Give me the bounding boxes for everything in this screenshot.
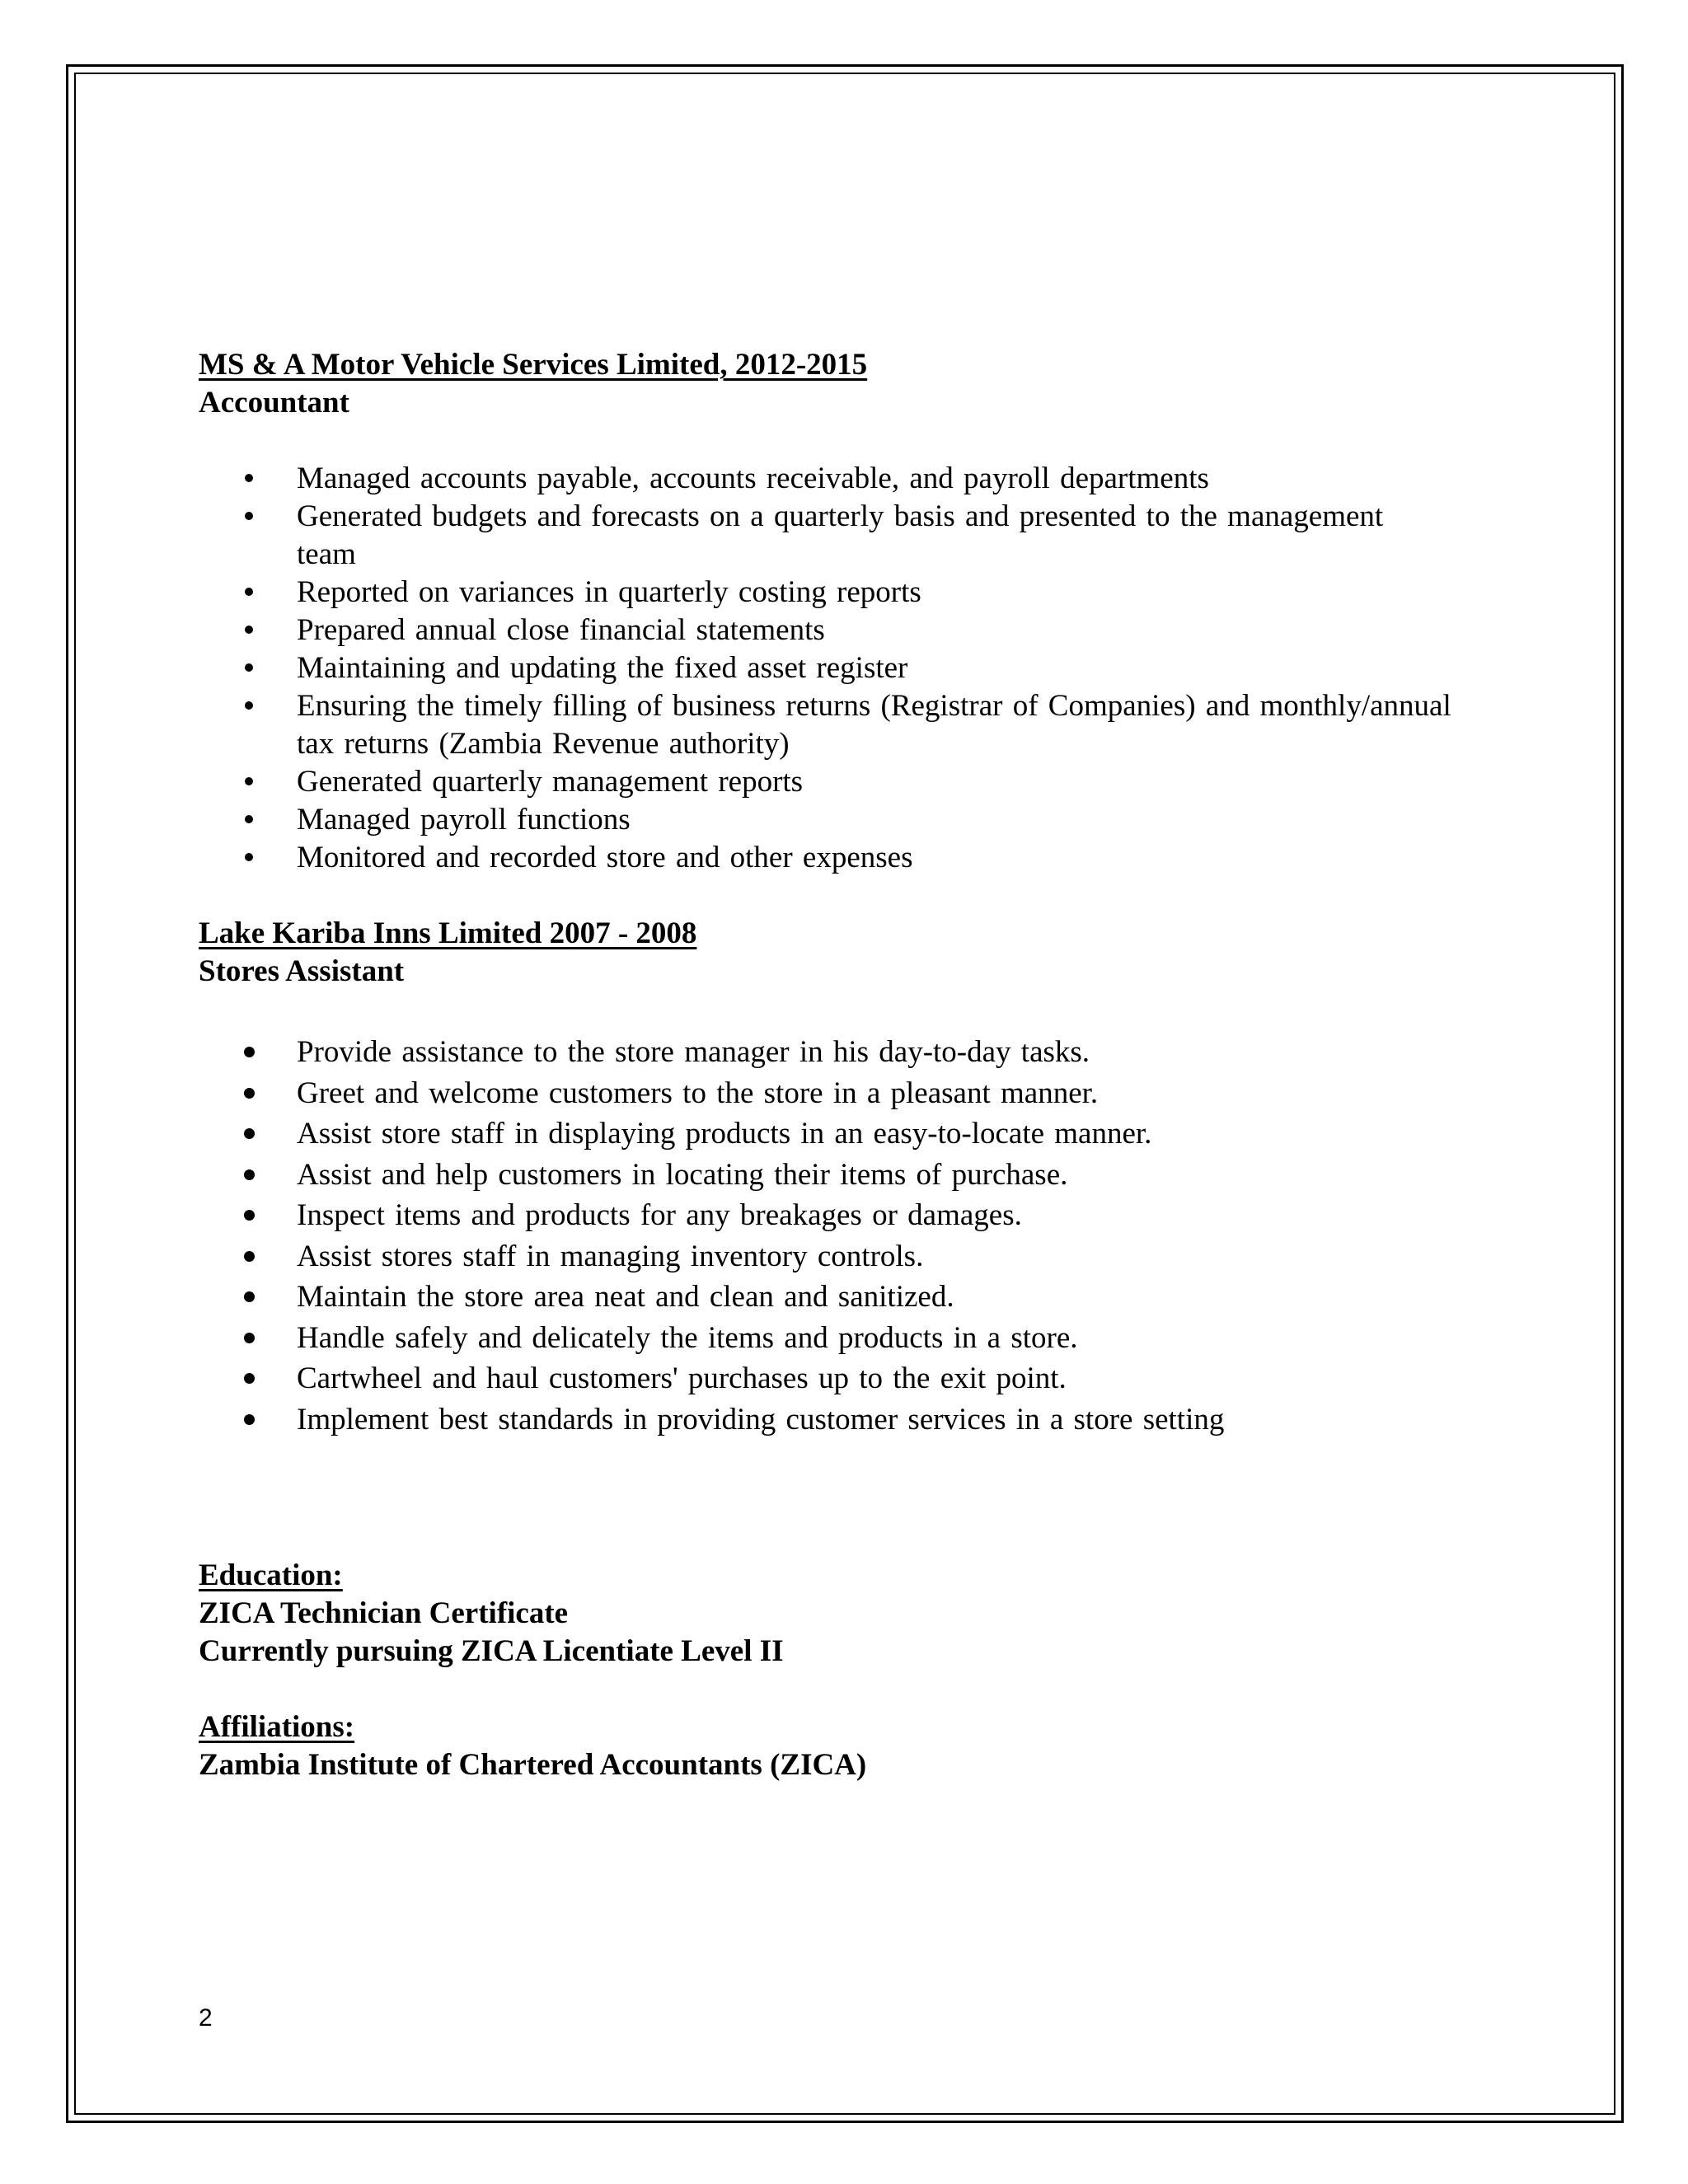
- duty-text: Maintain the store area neat and clean and sanitized.: [297, 1280, 954, 1314]
- bullet-icon: [244, 1373, 255, 1384]
- list-item: [199, 1358, 1451, 1399]
- duty-text: Handle safely and delicately the items and products in a store.: [297, 1320, 1078, 1355]
- duty-text: Cartwheel and haul customers' purchases up to the exit point.: [297, 1361, 1067, 1395]
- affiliations-heading: [199, 1708, 1451, 1746]
- list-item: [199, 801, 1451, 839]
- list-item: [199, 1277, 1451, 1318]
- affiliations-section: [199, 1708, 1451, 1784]
- duty-text: Assist and help customers in locating their items of purchase.: [297, 1157, 1068, 1192]
- bullet-icon: [244, 1210, 255, 1221]
- list-item: [199, 498, 1451, 574]
- duty-text: Assist stores staff in managing inventory controls.: [297, 1239, 924, 1273]
- affiliation-item: Zambia Institute of Chartered Accountants (ZICA): [199, 1748, 867, 1782]
- job1-heading: [199, 346, 1451, 384]
- duty-text: Maintaining and updating the fixed asset register: [297, 651, 908, 685]
- bullet-icon: [245, 701, 253, 710]
- bullet-icon: [244, 1169, 255, 1180]
- job2-heading-text: Lake Kariba Inns Limited 2007 - 2008: [199, 916, 697, 950]
- list-item: [199, 574, 1451, 612]
- duty-text: Managed accounts payable, accounts receivable, and payroll departments: [297, 462, 1209, 495]
- bullet-icon: [245, 588, 253, 596]
- bullet-icon: [245, 663, 253, 672]
- list-item: [199, 649, 1451, 687]
- education-heading: [199, 1557, 1451, 1595]
- job1-role: Accountant: [199, 386, 349, 419]
- bullet-icon: [244, 1047, 255, 1057]
- education-section: [199, 1557, 1451, 1671]
- page-number: 2: [199, 2004, 213, 2032]
- bullet-icon: [245, 853, 253, 861]
- list-item: [199, 460, 1451, 498]
- bullet-icon: [245, 626, 253, 634]
- duty-text: Monitored and recorded store and other expenses: [297, 841, 913, 874]
- resume-content: [199, 346, 1451, 1784]
- duty-text: Provide assistance to the store manager in his day-to-day tasks.: [297, 1035, 1090, 1069]
- list-item: [199, 1113, 1451, 1155]
- duty-text: Generated budgets and forecasts on a quarterly basis and presented to the management team: [297, 499, 1384, 571]
- list-item: [199, 1318, 1451, 1359]
- bullet-icon: [244, 1128, 255, 1139]
- list-item: [199, 763, 1451, 801]
- list-item: [199, 1032, 1451, 1073]
- bullet-icon: [245, 815, 253, 823]
- duty-text: Inspect items and products for any breakages or damages.: [297, 1198, 1022, 1232]
- bullet-icon: [245, 474, 253, 482]
- bullet-icon: [244, 1414, 255, 1425]
- list-item: [199, 1236, 1451, 1277]
- duty-text: Ensuring the timely filling of business returns (Registrar of Companies) and monthly/annual tax returns (Zambia Revenue authority): [297, 689, 1451, 761]
- duty-text: Prepared annual close financial statements: [297, 613, 825, 647]
- list-item: [199, 839, 1451, 877]
- duty-text: Implement best standards in providing customer services in a store setting: [297, 1402, 1225, 1436]
- job2-duties-list: [199, 1032, 1451, 1440]
- affiliations-heading-text: Affiliations:: [199, 1710, 355, 1744]
- duty-text: Assist store staff in displaying products in an easy-to-locate manner.: [297, 1117, 1152, 1151]
- education-item: ZICA Technician Certificate: [199, 1596, 569, 1630]
- job2-role: Stores Assistant: [199, 954, 405, 988]
- list-item: [199, 687, 1451, 763]
- bullet-icon: [244, 1333, 255, 1343]
- bullet-icon: [245, 512, 253, 520]
- duty-text: Generated quarterly management reports: [297, 765, 804, 799]
- duty-text: Greet and welcome customers to the store in a pleasant manner.: [297, 1076, 1099, 1110]
- list-item: [199, 1155, 1451, 1196]
- list-item: [199, 1073, 1451, 1114]
- list-item: [199, 1195, 1451, 1236]
- bullet-icon: [244, 1251, 255, 1262]
- list-item: [199, 612, 1451, 649]
- education-item: Currently pursuing ZICA Licentiate Level II: [199, 1634, 784, 1668]
- bullet-icon: [244, 1291, 255, 1302]
- duty-text: Managed payroll functions: [297, 803, 631, 837]
- bullet-icon: [245, 777, 253, 785]
- job-section-lake-kariba: [199, 915, 1451, 1440]
- job2-heading: [199, 915, 1451, 953]
- list-item: [199, 1399, 1451, 1441]
- job-section-ms-a-motor: [199, 346, 1451, 877]
- duty-text: Reported on variances in quarterly costing reports: [297, 575, 921, 609]
- bullet-icon: [244, 1088, 255, 1099]
- education-heading-text: Education:: [199, 1558, 343, 1592]
- job1-duties-list: [199, 460, 1451, 877]
- job1-heading-text: MS & A Motor Vehicle Services Limited, 2012-2015: [199, 348, 868, 382]
